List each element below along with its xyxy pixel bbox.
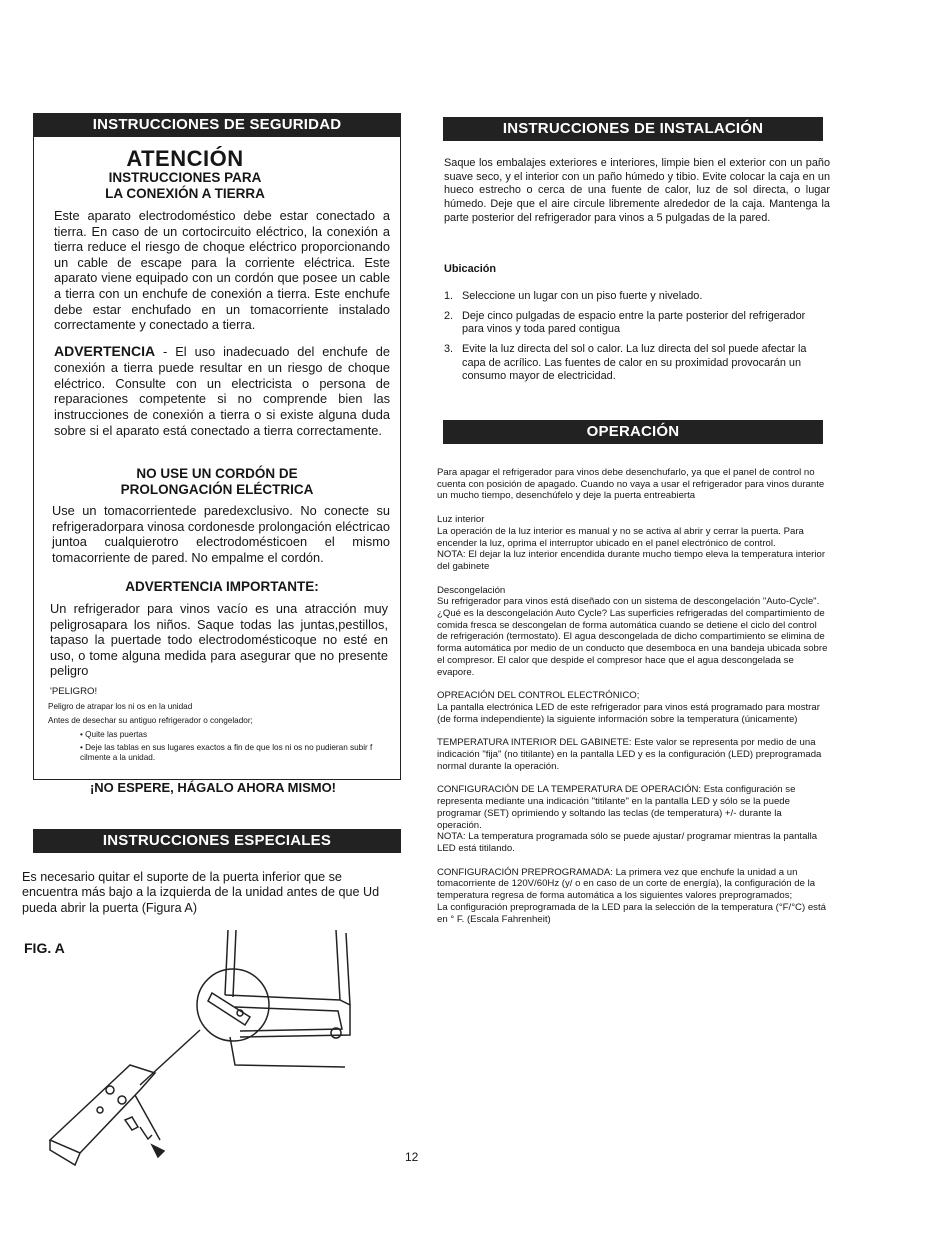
location-title: Ubicación	[444, 263, 497, 275]
grounding-title-line-1: INSTRUCCIONES PARA	[108, 170, 262, 185]
interior-light-note: NOTA: El dejar la luz interior encendida durante mucho tiempo eleva la temperatura interior del gabinete	[437, 549, 826, 572]
grounding-text: Este aparato electrodoméstico debe estar conectado a tierra. En caso de un cortocircuito eléctrico, la conexión a tierra reduce el riesgo de choque eléctrico proporcionando un cable de escape para la corriente eléctrica. Este aparato viene equipado con un cordón que posee un cable a tierra con un enchufe de conexión a tierra. Este enchufe debe estar enchufado en un tomacorriente instalado correctamente y conectado a tierra.	[54, 208, 390, 333]
danger-line-1: Peligro de atrapar los ni os en la unidad	[48, 702, 193, 711]
installation-instructions-bar: INSTRUCCIONES DE INSTALACIÓN	[443, 117, 823, 141]
interior-temperature-text: TEMPERATURA INTERIOR DEL GABINETE: Este valor se representa por medio de una indicación "fija" (no titilante) en la pantalla LED y es la configuración (LED) preprogramada normal durante la operación.	[437, 737, 822, 772]
location-steps-list	[444, 290, 830, 390]
location-step	[444, 343, 830, 384]
warning-label: ADVERTENCIA	[54, 343, 156, 359]
step-text: Evite la luz directa del sol o calor. La luz directa del sol puede afectar la capa de acrílico. Las fuentes de calor en su proximidad provocarán un consumo mayor de electricidad.	[462, 342, 807, 383]
operation-intro: Para apagar el refrigerador para vinos debe desenchufarlo, ya que el panel de control no cuenta con posición de apagado. Cuando no vaya a usar el refrigerador para vinos durante un mucho tiempo, desenchúfelo y deje la puerta entreabierta	[437, 467, 825, 502]
refrigerator-door-drawing	[225, 930, 350, 1067]
extension-cord-text: Use un tomacorrientede paredexclusivo. No conecte su refrigeradorpara vinosa cordonesde prolongación eléctricao juntoa cualquierotro electrodomésticoen el mismo tomacorriente de pared. No empalme el cordón.	[52, 503, 390, 565]
bracket-detail-circle	[140, 969, 269, 1085]
step-number: 2.	[444, 309, 454, 322]
bracket-exploded-drawing	[50, 1065, 164, 1165]
interior-light-title: Luz interior	[437, 514, 485, 526]
danger-line-2: Antes de desechar su antiguo refrigerador o congelador;	[48, 716, 253, 725]
safety-instructions-bar: INSTRUCCIONES DE SEGURIDAD	[33, 113, 401, 137]
important-warning-title: ADVERTENCIA IMPORTANTE:	[125, 579, 319, 594]
interior-light-text: La operación de la luz interior es manual y no se activa al abrir y cerrar la puerta. Para encender la luz, oprima el interruptor ubicado en el panel electrónico de control.	[437, 525, 804, 549]
warning-text: - El uso inadecuado del enchufe de conexión a tierra puede resultar en un riesgo de choque eléctrico. Consulte con un electricista o persona de reparaciones competente si no comprende bien las instrucciones de conexión a tierra o si existe alguna duda sobre si el aparato está conectado a tierra correctamente.	[54, 344, 390, 438]
grounding-title-line-2: LA CONEXIÓN A TIERRA	[105, 185, 265, 201]
danger-line-4: • Deje las tablas en sus lugares exactos a fin de que los ni os no pudieran subir f cilmente a la unidad.	[80, 743, 373, 762]
figure-a-label: FIG. A	[24, 940, 65, 956]
important-warning-text: Un refrigerador para vinos vacío es una atracción muy peligrosapara los niños. Saque todas las juntas,pestillos, tapaso la puertade todo electrodomésticoque no esté en uso, o tome alguna medida para asegurar que no presente peligro	[50, 601, 388, 679]
preset-config-text: CONFIGURACIÓN PREPROGRAMADA: La primera vez que enchufe la unidad a un tomacorriente de 120V/60Hz (y/ o en caso de un corte de energía), la configuración de la temperatura regresa de forma automática a los siguientes valores preprogramados;	[437, 866, 816, 902]
attention-heading: ATENCIÓN	[126, 146, 244, 171]
warning-paragraph	[54, 343, 390, 438]
extension-cord-title	[92, 466, 342, 498]
location-step	[444, 290, 830, 304]
defrost-text: Su refrigerador para vinos está diseñado con un sistema de descongelación "Auto-Cycle". ¿Qué es la descongelación Auto Cycle? Las superficies refrigeradas del compartimiento de comida fresca se descongelan de forma automática cuando se detiene el ciclo del control de refrigeración (termostato). El agua descongelada de dicho compartimiento se elimina de forma automática por medio de un conducto que desemboca en una bandeja ubicada sobre el compresor. El calor que despide el compresor hace que el agua descongelada se evapore.	[437, 596, 828, 678]
figure-a-illustration	[40, 925, 380, 1185]
grounding-title	[60, 170, 310, 202]
page-number: 12	[405, 1150, 419, 1164]
dont-wait-banner: ¡NO ESPERE, HÁGALO AHORA MISMO!	[89, 780, 337, 795]
extension-title-line-1: NO USE UN CORDÓN DE	[136, 466, 298, 481]
operating-config-text: CONFIGURACIÓN DE LA TEMPERATURA DE OPERACIÓN: Esta configuración se representa mediante una indicación "titilante" en la pantalla LED y sólo se la puede programar (SET) oprimiendo y soltando las teclas (de temperatura) +/- durante la operación.	[437, 784, 796, 831]
special-instructions-text: Es necesario quitar el suporte de la puerta inferior que se encuentra más bajo a la izquierda de la unidad antes de que Ud pueda abrir la puerta (Figura A)	[22, 870, 380, 915]
operation-bar: OPERACIÓN	[443, 420, 823, 444]
step-number: 1.	[444, 290, 454, 302]
defrost-title: Descongelación	[437, 584, 506, 596]
electronic-control-title: OPREACIÓN DEL CONTROL ELECTRÓNICO;	[437, 690, 640, 702]
special-instructions-bar: INSTRUCCIONES ESPECIALES	[33, 829, 401, 853]
location-step	[444, 310, 830, 337]
step-text: Deje cinco pulgadas de espacio entre la parte posterior del refrigerador para vinos y toda pared contigua	[462, 309, 806, 336]
operation-content	[437, 467, 829, 925]
step-text: Seleccione un lugar con un piso fuerte y nivelado.	[462, 290, 703, 302]
preset-config-text-2: La configuración preprogramada de la LED para la selección de la temperatura (°F/°C) está en ° F. (Escala Fahrenheit)	[437, 901, 826, 925]
step-number: 3.	[444, 342, 454, 355]
extension-title-line-2: PROLONGACIÓN ELÉCTRICA	[120, 481, 314, 497]
danger-title: 'PELIGRO!	[50, 686, 98, 697]
danger-line-3: • Quite las puertas	[80, 730, 148, 739]
operating-config-note: NOTA: La temperatura programada sólo se puede ajustar/ programar mientras la pantalla LED está titilando.	[437, 831, 818, 854]
electronic-control-text: La pantalla electrónica LED de este refrigerador para vinos está programado para mostrar (de forma independiente) la siguiente información sobre la temperatura (únicamente)	[437, 701, 820, 725]
installation-text: Saque los embalajes exteriores e interiores, limpie bien el exterior con un paño suave seco, y el interior con un paño húmedo y tibio. Evite colocar la caja en un hueco estrecho o cerca de una fuente de calor, luz de sol directa, o lugar húmedo. Deje que el aire circule libremente alrededor de la caja. Mantenga la parte posterior del refrigerador para vinos a 5 pulgadas de la pared.	[444, 157, 830, 224]
